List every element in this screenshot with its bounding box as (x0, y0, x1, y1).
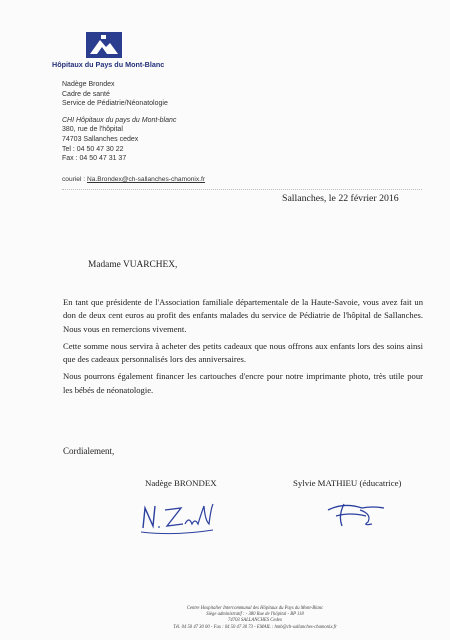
organization-name: Hôpitaux du Pays du Mont-Blanc (52, 60, 165, 69)
signatory-right-name: Sylvie MATHIEU (éducatrice) (293, 478, 402, 488)
header-divider (62, 189, 422, 190)
salutation: Madame VUARCHEX, (88, 260, 178, 270)
paragraph: Cette somme nous servira à acheter des petits cadeaux que nous offrons aux enfants lors des soins ainsi que des cadeaux personnalisés lors des anniversaires. (63, 340, 423, 365)
footer-line: Siège administratif : - 380 Rue de l'hôpital - BP 118 (206, 612, 304, 618)
footer-line: 74703 SALLANCHES Cedex (228, 618, 282, 624)
signature-left (135, 496, 220, 538)
sender-email-line (62, 176, 205, 183)
sender-city: 74703 Sallanches cedex (62, 135, 139, 143)
signatory-left-name: Nadège BRONDEX (145, 478, 217, 488)
footer (140, 606, 370, 631)
sender-block (62, 80, 176, 164)
hospital-logo-icon (86, 32, 122, 58)
letter-body (63, 296, 423, 401)
sender-fax: Fax : 04 50 47 31 37 (62, 155, 127, 163)
letter-date: Sallanches, le 22 février 2016 (282, 193, 399, 204)
footer-line: Centre Hospitalier Intercommunal des Hôpitaux du Pays du Mont-Blanc (186, 606, 324, 611)
signature-right (322, 496, 392, 532)
email-link[interactable]: Na.Brondex@ch-sallanches-chamonix.fr (86, 176, 206, 183)
sender-street: 380, rue de l'hôpital (62, 126, 123, 134)
sender-institution: CHI Hôpitaux du pays du Mont-blanc (62, 116, 177, 124)
sender-tel: Tel : 04 50 47 30 22 (62, 145, 124, 153)
paragraph: En tant que présidente de l'Association familiale départementale de la Haute-Savoie, vous avez fait un don de deux cent euros au profit des enfants malades du service de Pédiatrie de l'hôpital de Sallanches. Nous vous en remercions vivement. (63, 297, 423, 334)
sender-service: Service de Pédiatrie/Néonatologie (62, 100, 168, 108)
email-label: couriel : (62, 176, 86, 183)
paragraph: Nous pourrons également financer les cartouches d'encre pour notre imprimante photo, très utile pour les bébés de néonatologie. (63, 371, 423, 395)
sender-name: Nadège Brondex (62, 81, 115, 88)
closing: Cordialement, (63, 446, 115, 456)
footer-line: Tél. 04 50 47 30 00 - Fax : 04 50 47 30 73 - EMAIL : hmb@ch-sallanches-chamonix.fr (173, 624, 337, 630)
sender-role: Cadre de santé (62, 90, 110, 98)
